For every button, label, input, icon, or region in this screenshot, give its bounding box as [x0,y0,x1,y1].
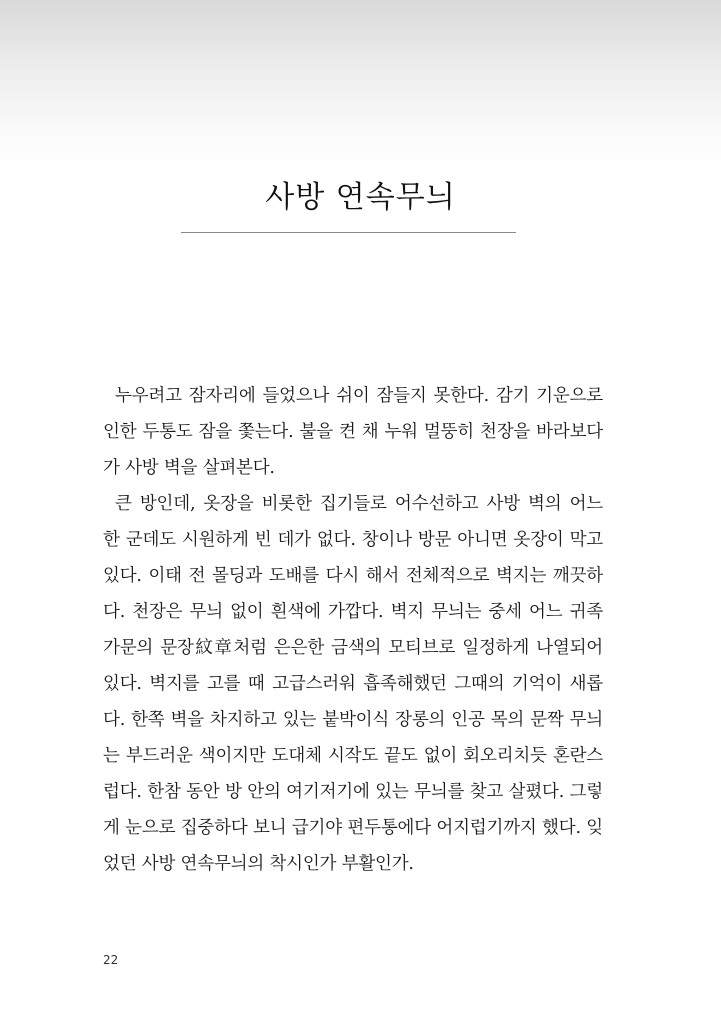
text-line: 인한 두통도 잠을 쫓는다. 불을 켠 채 누워 멀뚱히 천장을 바라보다 [103,422,603,442]
text-line: 었던 사방 연속무늬의 착시인가 부활인가. [103,854,414,874]
text-line: 가 사방 벽을 살펴본다. [103,458,275,478]
body-text [103,378,603,882]
paragraph-2 [103,486,603,882]
text-line: 있다. 이태 전 몰딩과 도배를 다시 해서 전체적으로 벽지는 깨끗하 [103,566,603,586]
text-line: 가문의 문장紋章처럼 은은한 금색의 모티브로 일정하게 나열되어 [103,638,603,658]
page-number: 22 [103,953,119,967]
paragraph-1 [103,378,603,486]
text-line: 한 군데도 시원하게 빈 데가 없다. 창이나 방문 아니면 옷장이 막고 [103,530,603,550]
chapter-title: 사방 연속무늬 [265,180,456,215]
text-line: 다. 천장은 무늬 없이 흰색에 가깝다. 벽지 무늬는 중세 어느 귀족 [103,602,603,622]
text-line: 럽다. 한참 동안 방 안의 여기저기에 있는 무늬를 찾고 살폈다. 그렇 [103,782,603,802]
text-line: 다. 한쪽 벽을 차지하고 있는 붙박이식 장롱의 인공 목의 문짝 무늬 [103,710,603,730]
text-line: 있다. 벽지를 고를 때 고급스러워 흡족해했던 그때의 기억이 새롭 [103,674,603,694]
text-line: 큰 방인데, 옷장을 비롯한 집기들로 어수선하고 사방 벽의 어느 [115,494,603,514]
text-line: 누우려고 잠자리에 들었으나 쉬이 잠들지 못한다. 감기 기운으로 [115,386,603,406]
text-line: 는 부드러운 색이지만 도대체 시작도 끝도 없이 회오리치듯 혼란스 [103,746,603,766]
title-underline [181,232,516,233]
text-line: 게 눈으로 집중하다 보니 급기야 편두통에다 어지럽기까지 했다. 잊 [103,818,603,838]
